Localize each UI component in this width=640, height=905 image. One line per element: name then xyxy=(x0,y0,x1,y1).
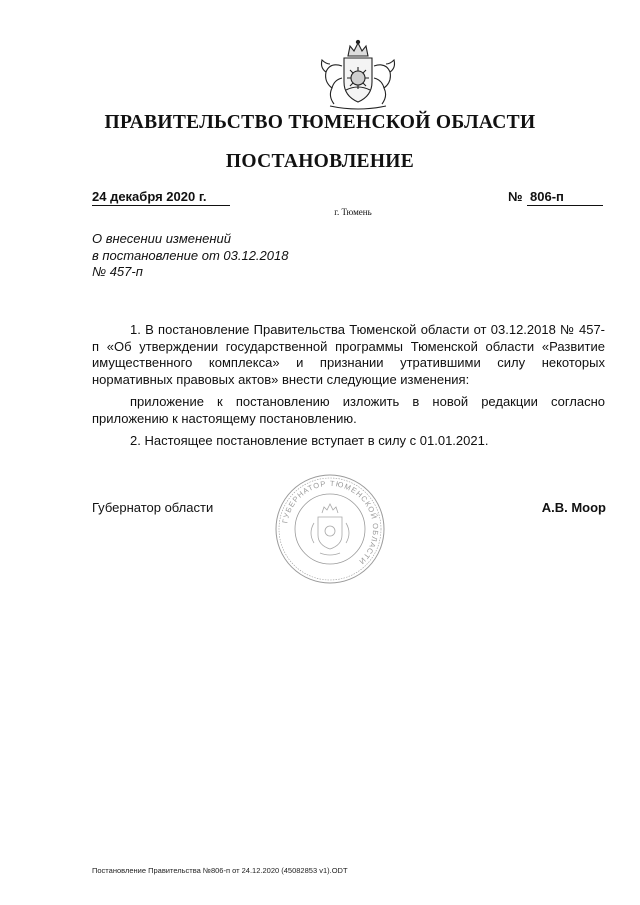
signer-title: Губернатор области xyxy=(92,500,214,515)
signer-name: А.В. Моор xyxy=(541,500,606,515)
subject-line: в постановление от 03.12.2018 xyxy=(92,247,289,263)
official-seal-icon xyxy=(274,473,386,585)
seal-text: ГУБЕРНАТОР ТЮМЕНСКОЙ ОБЛАСТИ xyxy=(280,478,381,567)
number-underline xyxy=(527,205,603,206)
document-date: 24 декабря 2020 г. xyxy=(92,189,207,204)
city: г. Тюмень xyxy=(334,207,372,217)
government-title: ПРАВИТЕЛЬСТВО ТЮМЕНСКОЙ ОБЛАСТИ xyxy=(104,112,536,133)
number-sign: № xyxy=(508,189,523,204)
document-type: ПОСТАНОВЛЕНИЕ xyxy=(225,151,415,172)
subject-block xyxy=(92,231,288,281)
coat-of-arms-icon xyxy=(316,38,400,112)
subject-line: № 457-п xyxy=(92,264,143,279)
body-paragraph: 1. В постановление Правительства Тюменской области от 03.12.2018 № 457-п «Об утверждении государственной программы Тюменской области «Развитие имущественного комплекса» и признании утратившими силу некоторых нормативных правовых актов» внести следующие изменения: xyxy=(92,322,605,387)
date-underline xyxy=(92,205,230,206)
body-paragraph: приложение к постановлению изложить в новой редакции согласно приложению к настоящему постановлению. xyxy=(92,394,605,426)
subject-line: О внесении изменений xyxy=(92,231,231,246)
document-body xyxy=(92,322,605,450)
document-number: 806-п xyxy=(530,189,564,204)
footer-text: Постановление Правительства №806-п от 24.12.2020 (45082853 v1).ODT xyxy=(92,866,348,875)
body-paragraph: 2. Настоящее постановление вступает в силу с 01.01.2021. xyxy=(130,433,489,448)
